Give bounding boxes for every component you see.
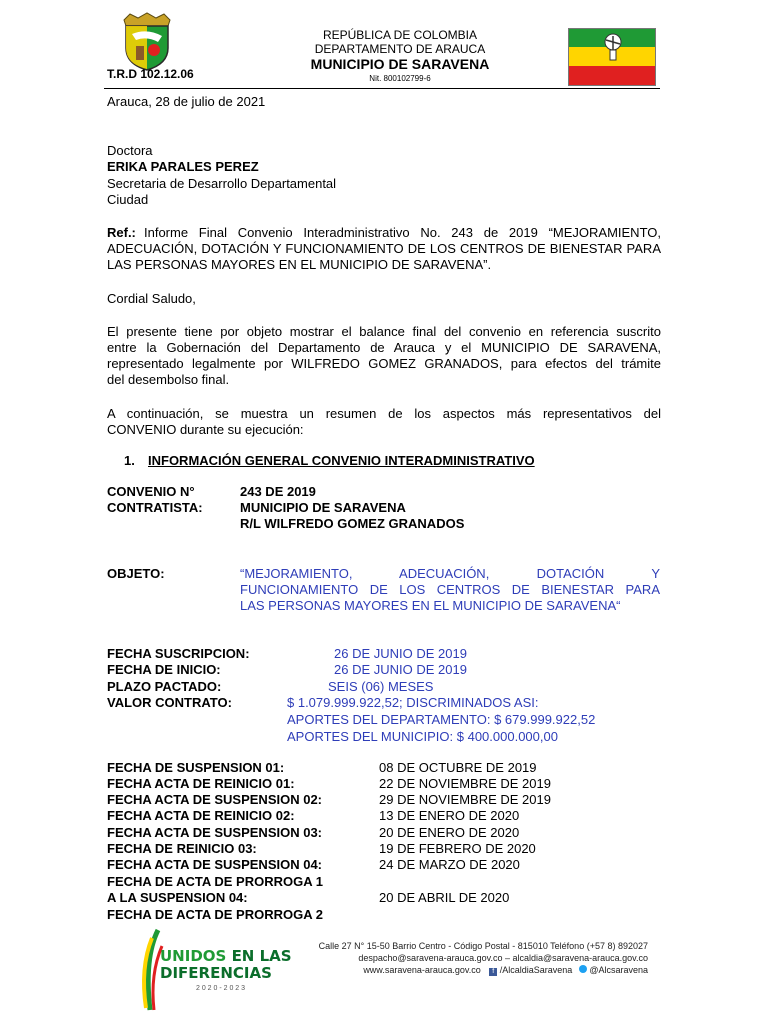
reference-line: LAS PERSONAS MAYORES EN EL MUNICIPIO DE SARAVENA”. bbox=[107, 257, 492, 272]
recipient-name: ERIKA PARALES PEREZ bbox=[107, 159, 259, 174]
suspension-label: FECHA DE SUSPENSION 01: bbox=[107, 760, 285, 775]
suspension-value: 24 DE MARZO DE 2020 bbox=[379, 857, 520, 872]
salutation-title: Doctora bbox=[107, 143, 153, 158]
reference-label: Ref.: bbox=[107, 225, 136, 240]
paragraph-line: CONVENIO durante su ejecución: bbox=[107, 422, 304, 437]
contact-block bbox=[296, 940, 648, 976]
paragraph-line: representado legalmente por WILFREDO GOMEZ GRANADOS, para efectos del trámite bbox=[107, 356, 661, 371]
flag-emblem-icon bbox=[600, 32, 626, 62]
suspension-label: FECHA ACTA DE SUSPENSION 02: bbox=[107, 792, 323, 807]
contact-address: Calle 27 N° 15-50 Barrio Centro - Código Postal - 815010 Teléfono (+57 8) 892027 bbox=[318, 941, 648, 951]
letterhead-country: REPÚBLICA DE COLOMBIA bbox=[322, 28, 478, 42]
fecha-label: PLAZO PACTADO: bbox=[107, 679, 222, 694]
header-divider bbox=[104, 88, 660, 89]
suspension-value: 13 DE ENERO DE 2020 bbox=[379, 808, 520, 823]
section-number: 1. bbox=[124, 453, 135, 468]
fecha-label: VALOR CONTRATO: bbox=[107, 695, 232, 710]
campaign-slogan-line1 bbox=[160, 948, 292, 964]
objeto-line: “MEJORAMIENTO, ADECUACIÓN, DOTACIÓN Y bbox=[240, 566, 660, 581]
contact-social bbox=[296, 964, 648, 976]
fecha-value: 26 DE JUNIO DE 2019 bbox=[334, 662, 467, 677]
aporte-departamento: APORTES DEL DEPARTAMENTO: $ 679.999.922,52 bbox=[287, 712, 596, 727]
trd-code: T.R.D 102.12.06 bbox=[107, 67, 194, 81]
campaign-logo bbox=[136, 928, 292, 1012]
saravena-flag bbox=[568, 28, 656, 86]
letterhead-municipality: MUNICIPIO DE SARAVENA bbox=[310, 56, 490, 72]
fecha-label: FECHA DE INICIO: bbox=[107, 662, 221, 677]
letterhead-nit: Nit. 800102799-6 bbox=[369, 74, 431, 83]
suspension-label: FECHA ACTA DE REINICIO 01: bbox=[107, 776, 295, 791]
convenio-value: 243 DE 2019 bbox=[240, 484, 316, 499]
suspension-value: 20 DE ENERO DE 2020 bbox=[379, 825, 520, 840]
recipient-city: Ciudad bbox=[107, 192, 149, 207]
suspension-value: 20 DE ABRIL DE 2020 bbox=[379, 890, 510, 905]
convenio-label: CONVENIO N° bbox=[107, 484, 195, 499]
paragraph-line: El presente tiene por objeto mostrar el balance final del convenio en referencia suscrito bbox=[107, 324, 661, 339]
contact-twitter[interactable]: @Alcsaravena bbox=[589, 965, 648, 975]
contratista-label: CONTRATISTA: bbox=[107, 500, 203, 515]
greeting: Cordial Saludo, bbox=[107, 291, 196, 306]
date-line: Arauca, 28 de julio de 2021 bbox=[107, 94, 266, 109]
aporte-municipio: APORTES DEL MUNICIPIO: $ 400.000.000,00 bbox=[287, 729, 558, 744]
fecha-label: FECHA SUSCRIPCION: bbox=[107, 646, 250, 661]
contratista-value: MUNICIPIO DE SARAVENA bbox=[240, 500, 406, 515]
contact-website[interactable]: www.saravena-arauca.gov.co bbox=[363, 965, 481, 975]
suspension-label: FECHA DE REINICIO 03: bbox=[107, 841, 257, 856]
suspension-label: FECHA ACTA DE REINICIO 02: bbox=[107, 808, 295, 823]
suspension-label: FECHA DE ACTA DE PRORROGA 2 bbox=[107, 907, 323, 922]
slogan-word-enlas: EN LAS bbox=[231, 947, 292, 965]
objeto-line: FUNCIONAMIENTO DE LOS CENTROS DE BIENESTAR PARA bbox=[240, 582, 660, 597]
objeto-label: OBJETO: bbox=[107, 566, 165, 581]
twitter-icon bbox=[579, 965, 587, 973]
suspension-value: 29 DE NOVIEMBRE DE 2019 bbox=[379, 792, 551, 807]
reference-line: ADECUACIÓN, DOTACIÓN Y FUNCIONAMIENTO DE LOS CENTROS DE BIENESTAR PARA bbox=[107, 241, 661, 256]
suspension-value: 08 DE OCTUBRE DE 2019 bbox=[379, 760, 537, 775]
contratista-representative: R/L WILFREDO GOMEZ GRANADOS bbox=[240, 516, 465, 531]
slogan-word-unidos: UNIDOS bbox=[160, 947, 227, 965]
suspension-value: 19 DE FEBRERO DE 2020 bbox=[379, 841, 536, 856]
contact-emails-text[interactable]: despacho@saravena-arauca.gov.co – alcaldia@saravena-arauca.gov.co bbox=[358, 953, 648, 963]
fecha-value: 26 DE JUNIO DE 2019 bbox=[334, 646, 467, 661]
fecha-value: $ 1.079.999.922,52; DISCRIMINADOS ASI: bbox=[287, 695, 539, 710]
contact-emails bbox=[296, 952, 648, 964]
suspension-label: FECHA ACTA DE SUSPENSION 03: bbox=[107, 825, 323, 840]
reference-line: Informe Final Convenio Interadministrativo No. 243 de 2019 “MEJORAMIENTO, bbox=[144, 225, 661, 240]
paragraph-line: del desembolso final. bbox=[107, 372, 230, 387]
letterhead-department: DEPARTAMENTO DE ARAUCA bbox=[314, 42, 486, 56]
contact-facebook[interactable]: /AlcaldiaSaravena bbox=[499, 965, 573, 975]
suspension-label: A LA SUSPENSION 04: bbox=[107, 890, 248, 905]
letterhead-text bbox=[270, 28, 530, 85]
municipal-coat-of-arms bbox=[118, 12, 176, 72]
paragraph-line: A continuación, se muestra un resumen de los aspectos más representativos del bbox=[107, 406, 661, 421]
campaign-slogan-line2: DIFERENCIAS bbox=[160, 964, 272, 982]
section-title: INFORMACIÓN GENERAL CONVENIO INTERADMINISTRATIVO bbox=[148, 453, 535, 468]
objeto-line: LAS PERSONAS MAYORES EN EL MUNICIPIO DE SARAVENA“ bbox=[240, 598, 621, 613]
suspension-value: 22 DE NOVIEMBRE DE 2019 bbox=[379, 776, 551, 791]
facebook-icon: f bbox=[489, 968, 497, 976]
suspension-label: FECHA ACTA DE SUSPENSION 04: bbox=[107, 857, 323, 872]
campaign-years: 2 0 2 0 - 2 0 2 3 bbox=[196, 985, 246, 992]
fecha-value: SEIS (06) MESES bbox=[328, 679, 434, 694]
recipient-role: Secretaria de Desarrollo Departamental bbox=[107, 176, 337, 191]
paragraph-line: entre la Gobernación del Departamento de Arauca y el MUNICIPIO DE SARAVENA, bbox=[107, 340, 661, 355]
suspension-label: FECHA DE ACTA DE PRORROGA 1 bbox=[107, 874, 323, 889]
